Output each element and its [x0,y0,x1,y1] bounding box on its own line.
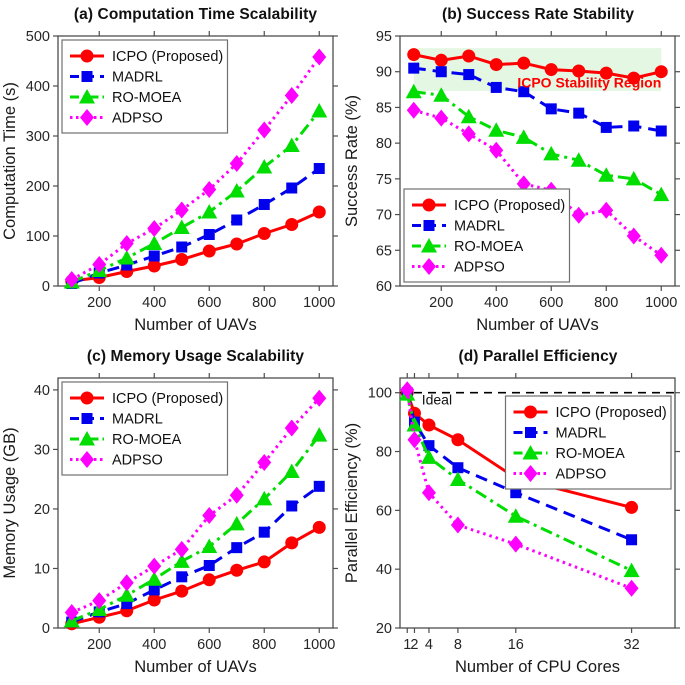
legend-label-madrl: MADRL [112,411,163,428]
x-tick-label: 800 [252,637,277,653]
series-marker-madrl [314,163,325,174]
y-tick-label: 90 [375,64,392,81]
series-marker-adpso [654,247,668,264]
series-marker-icpo-proposed [451,433,464,446]
series-marker-adpso [147,558,161,575]
series-marker-ro-moea [488,122,504,136]
series-marker-madrl [176,571,187,582]
series-line-ro-moea [414,92,662,195]
chart-cell-a [0,0,342,342]
x-tick-label: 400 [484,295,509,311]
y-tick-label: 40 [375,562,392,579]
legend-marker-icpo-proposed [423,199,436,212]
series-marker-icpo-proposed [148,594,161,607]
x-tick-label: 16 [507,637,524,653]
x-axis-label: Number of CPU Cores [454,658,621,676]
series-marker-icpo-proposed [490,58,503,71]
y-tick-label: 60 [375,503,392,520]
series-marker-madrl [204,229,215,240]
series-marker-icpo-proposed [175,585,188,598]
x-tick-label: 1000 [303,637,336,653]
legend-label-adpso: ADPSO [112,452,163,469]
legend-label-icpo-proposed: ICPO (Proposed) [112,391,224,407]
y-tick-label: 400 [25,79,50,95]
series-marker-ro-moea [256,491,272,505]
x-tick-label: 200 [87,637,112,653]
series-marker-icpo-proposed [517,57,530,70]
x-tick-label: 600 [197,295,222,311]
legend-marker-madrl [525,427,536,438]
y-tick-label: 20 [33,501,50,518]
x-axis-label: Number of UAVs [134,658,257,676]
series-marker-icpo-proposed [422,419,435,432]
legend-label-madrl: MADRL [555,425,607,442]
series-marker-madrl [204,560,215,571]
series-marker-madrl [601,122,612,133]
legend-label-ro-moea: RO-MOEA [112,432,182,448]
series-marker-madrl [314,481,325,492]
ideal-label: Ideal [421,391,453,408]
series-marker-madrl [656,126,667,137]
y-tick-label: 80 [375,136,392,153]
series-marker-adpso [625,580,639,597]
y-tick-label: 100 [367,385,392,402]
series-marker-madrl [231,215,242,226]
x-tick-label: 400 [142,295,167,311]
series-marker-icpo-proposed [203,245,216,258]
legend-marker-madrl [424,220,435,231]
series-marker-adpso [627,228,641,245]
series-marker-adpso [175,202,189,219]
legend-label-adpso: ADPSO [112,110,163,127]
y-tick-label: 95 [375,30,392,45]
series-marker-adpso [120,574,134,591]
series-marker-adpso [230,487,244,504]
y-tick-label: 70 [375,207,392,224]
chart-c-canvas [0,372,342,684]
chart-b-title: (b) Success Rate Stability [441,6,635,23]
series-marker-adpso [202,181,216,198]
legend-label-madrl: MADRL [454,218,505,235]
series-marker-icpo-proposed [285,218,298,231]
series-marker-adpso [120,235,134,252]
series-marker-ro-moea [146,236,162,251]
x-tick-label: 8 [453,637,462,653]
series-marker-adpso [175,541,189,558]
x-tick-label: 1000 [645,295,678,311]
x-tick-label: 800 [252,295,277,311]
series-marker-adpso [451,517,465,534]
legend-label-ro-moea: RO-MOEA [454,239,524,255]
y-tick-label: 30 [33,442,50,459]
series-line-madrl [72,169,319,284]
series-marker-ro-moea [201,538,217,553]
series-marker-adpso [572,207,586,224]
series-marker-madrl [573,108,584,119]
y-axis-label: Memory Usage (GB) [1,427,19,579]
series-marker-ro-moea [450,471,466,486]
legend-label-ro-moea: RO-MOEA [555,446,625,462]
series-marker-adpso [312,390,326,407]
y-tick-label: 80 [375,444,392,461]
series-marker-adpso [312,49,326,66]
chart-a-title: (a) Computation Time Scalability [73,6,318,23]
series-marker-ro-moea [653,187,669,202]
y-axis-label: Success Rate (%) [343,94,361,228]
y-axis-label: Computation Time (s) [1,82,19,240]
y-tick-label: 10 [33,561,50,578]
legend [404,189,570,282]
legend-label-adpso: ADPSO [454,259,505,276]
series-marker-ro-moea [543,146,559,161]
series-marker-madrl [546,103,557,114]
y-tick-label: 85 [375,100,392,117]
legend-marker-icpo-proposed [81,392,94,405]
x-tick-label: 800 [594,295,619,311]
y-tick-label: 200 [25,179,50,195]
y-tick-label: 0 [41,621,50,637]
series-marker-icpo-proposed [313,521,326,534]
legend-label-adpso: ADPSO [555,466,607,483]
series-marker-adpso [422,484,436,501]
series-marker-ro-moea [624,563,640,578]
x-tick-label: 400 [142,637,167,653]
series-marker-ro-moea [229,183,245,198]
x-tick-label: 32 [623,637,640,653]
legend-label-icpo-proposed: ICPO (Proposed) [112,49,224,65]
y-tick-label: 20 [375,621,392,637]
chart-d-title: (d) Parallel Efficiency [458,348,618,365]
series-marker-ro-moea [516,129,532,144]
chart-cell-d [342,342,685,685]
legend [506,396,672,489]
series-marker-madrl [149,251,160,262]
x-tick-label: 600 [197,637,222,653]
series-marker-icpo-proposed [625,501,638,514]
x-tick-label: 1 [403,637,412,653]
series-marker-icpo-proposed [258,555,271,568]
series-marker-madrl [149,584,160,595]
x-tick-label: 4 [424,637,433,653]
y-tick-label: 100 [25,229,50,245]
series-marker-madrl [436,66,447,77]
series-marker-adpso [147,220,161,237]
series-marker-icpo-proposed [285,536,298,549]
series-marker-icpo-proposed [435,54,448,67]
y-tick-label: 500 [25,30,50,45]
series-marker-adpso [599,202,613,219]
series-marker-madrl [259,199,270,210]
x-axis-label: Number of UAVs [476,316,599,334]
series-marker-madrl [408,63,419,74]
x-tick-label: 600 [539,295,564,311]
y-tick-label: 75 [375,171,392,188]
series-line-madrl [72,486,319,622]
series-marker-ro-moea [201,204,217,219]
series-marker-icpo-proposed [462,50,475,63]
series-marker-icpo-proposed [230,564,243,577]
chart-c-title: (c) Memory Usage Scalability [86,348,305,365]
series-marker-madrl [259,527,270,538]
series-marker-icpo-proposed [230,238,243,251]
legend-marker-icpo-proposed [81,50,94,63]
series-marker-icpo-proposed [313,206,326,219]
series-marker-icpo-proposed [203,573,216,586]
x-tick-label: 2 [410,637,419,653]
series-marker-icpo-proposed [407,48,420,61]
chart-d-canvas [342,372,684,684]
y-tick-label: 300 [25,129,50,145]
series-marker-madrl [463,69,474,80]
legend-label-ro-moea: RO-MOEA [112,90,182,106]
legend-label-madrl: MADRL [112,69,163,86]
series-marker-icpo-proposed [175,253,188,266]
series-marker-ro-moea [311,103,327,118]
y-tick-label: 40 [33,382,50,399]
series-marker-madrl [231,542,242,553]
series-marker-madrl [491,82,502,93]
x-axis-label: Number of UAVs [134,316,257,334]
y-tick-label: 65 [375,243,392,260]
legend-marker-madrl [82,71,93,82]
legend [62,382,228,475]
chart-cell-b [342,0,685,342]
series-marker-adpso [434,110,448,127]
series-marker-adpso [285,87,299,104]
series-marker-adpso [407,102,421,119]
stability-band-label: ICPO Stability Region [517,74,662,91]
series-marker-madrl [628,121,639,132]
series-marker-madrl [626,534,637,545]
y-tick-label: 60 [375,279,392,295]
x-tick-label: 200 [87,295,112,311]
series-marker-icpo-proposed [258,227,271,240]
y-axis-label: Parallel Efficiency (%) [343,422,361,584]
series-marker-ro-moea [311,427,327,442]
y-tick-label: 0 [41,279,50,295]
legend-marker-madrl [82,413,93,424]
chart-b-canvas [342,30,684,342]
series-marker-madrl [286,500,297,511]
series-marker-madrl [176,242,187,253]
series-marker-ro-moea [119,250,135,265]
series-marker-madrl [286,183,297,194]
legend-label-icpo-proposed: ICPO (Proposed) [555,405,667,421]
chart-cell-c [0,342,342,685]
x-tick-label: 1000 [303,295,336,311]
legend-label-icpo-proposed: ICPO (Proposed) [454,198,566,214]
series-marker-adpso [509,536,523,553]
series-marker-adpso [462,125,476,142]
series-marker-ro-moea [508,508,524,523]
x-tick-label: 200 [429,295,454,311]
legend [62,40,228,133]
chart-a-canvas [0,30,342,342]
series-marker-adpso [407,431,421,448]
legend-marker-icpo-proposed [524,406,537,419]
series-marker-ro-moea [174,220,190,235]
